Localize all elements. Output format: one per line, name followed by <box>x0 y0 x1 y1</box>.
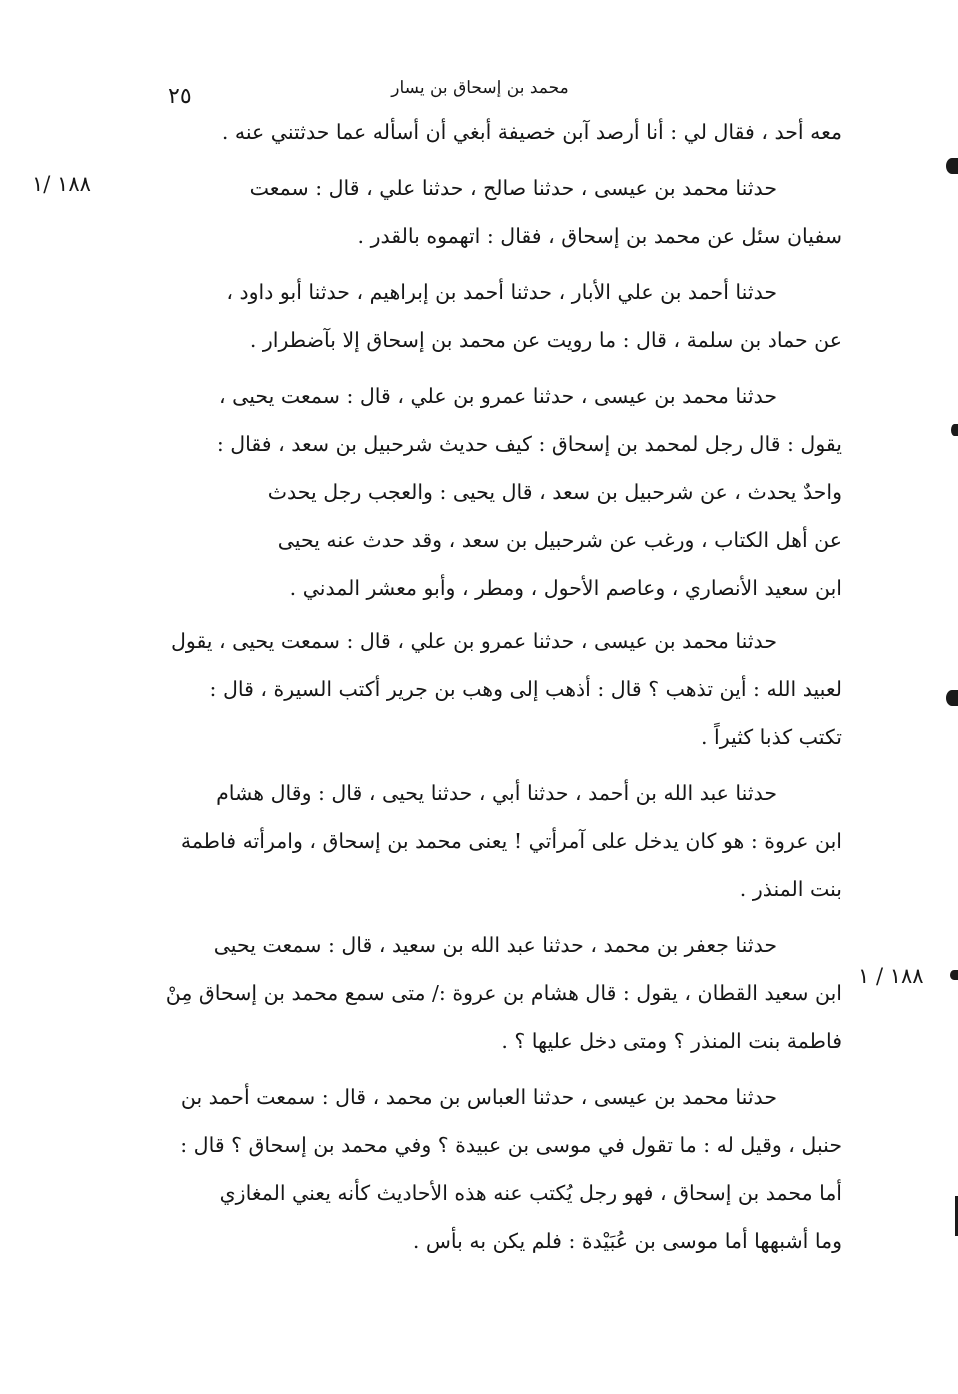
page-number: ٢٥ <box>168 84 192 109</box>
text-line: لعبيد الله : أين تذهب ؟ قال : أذهب إلى وهب بن جرير أكتب السيرة ، قال : <box>209 677 842 701</box>
text-line: حنبل ، وقيل له : ما تقول في موسى بن عبيدة ؟ وفي محمد بن إسحاق ؟ قال : <box>180 1133 842 1157</box>
paragraph <box>142 617 842 761</box>
text-line: عن حماد بن سلمة ، قال : ما رويت عن محمد بن إسحاق إلا بآضطرار . <box>249 328 842 352</box>
text-line: واحدٌ يحدث ، عن شرحبيل بن سعد ، قال يحيى : والعجب رجل يحدث <box>267 480 842 504</box>
text-line: يقول : قال رجل لمحمد بن إسحاق : كيف حديث شرحبيل بن سعد ، فقال : <box>216 432 842 456</box>
text-line: حدثنا جعفر بن محمد ، حدثنا عبد الله بن سعيد ، قال : سمعت يحيى <box>213 933 777 957</box>
margin-reference: ١٨٨ / ١ <box>858 964 924 988</box>
text-line: ابن عروة : هو كان يدخل على آمرأتي ! يعنى محمد بن إسحاق ، وامرأته فاطمة <box>180 829 842 853</box>
text-line: معه أحد ، فقال لي : أنا أرصد آبن خصيفة أبغي أن أسأله عما حدثتني عنه . <box>221 120 842 144</box>
text-line: عن أهل الكتاب ، ورغب عن شرحبيل بن سعد ، وقد حدث عنه يحيى <box>277 528 842 552</box>
text-line: حدثنا محمد بن عيسى ، حدثنا العباس بن محمد ، قال : سمعت أحمد بن <box>180 1085 777 1109</box>
text-line: حدثنا عبد الله بن أحمد ، حدثنا أبي ، حدثنا يحيى ، قال : وقال هشام <box>216 781 777 805</box>
margin-reference: ١٨٨ /١ <box>32 172 91 196</box>
text-line: أما محمد بن إسحاق ، فهو رجل يُكتب عنه هذه الأحاديث كأنه يعني المغازي <box>219 1181 842 1205</box>
scan-edge-mark <box>946 158 958 174</box>
paragraph <box>142 1073 842 1265</box>
paragraph <box>142 921 842 1065</box>
paragraph <box>142 164 842 260</box>
text-line: حدثنا محمد بن عيسى ، حدثنا صالح ، حدثنا علي ، قال : سمعت <box>249 176 777 200</box>
paragraph <box>142 108 842 156</box>
text-line: فاطمة بنت المنذر ؟ ومتى دخل عليها ؟ . <box>501 1029 842 1053</box>
text-line: تكتب كذبا كثيراً . <box>700 725 842 749</box>
paragraph <box>142 268 842 364</box>
text-line: بنت المنذر . <box>739 877 842 901</box>
paragraph <box>142 769 842 913</box>
scan-edge-mark <box>950 970 958 980</box>
scan-edge-mark <box>951 424 958 436</box>
text-line: ابن سعيد القطان ، يقول : قال هشام بن عروة :/ متى سمع محمد بن إسحاق مِنْ <box>165 981 842 1005</box>
text-line: سفيان سئل عن محمد بن إسحاق ، فقال : اتهموه بالقدر . <box>357 224 842 248</box>
text-line: حدثنا أحمد بن علي الأبار ، حدثنا أحمد بن إبراهيم ، حدثنا أبو داود ، <box>226 280 777 304</box>
body-text <box>142 108 842 1265</box>
paragraph <box>142 372 842 612</box>
text-line: حدثنا محمد بن عيسى ، حدثنا عمرو بن علي ، قال : سمعت يحيى ، <box>219 384 777 408</box>
text-line: حدثنا محمد بن عيسى ، حدثنا عمرو بن علي ، قال : سمعت يحيى ، يقول <box>170 629 777 653</box>
running-head: محمد بن إسحاق بن يسار <box>391 78 569 98</box>
text-line: ابن سعيد الأنصاري ، وعاصم الأحول ، ومطر ، وأبو معشر المدني . <box>289 576 842 600</box>
text-line: وما أشبهها أما موسى بن عُبَيْدة : فلم يكن به بأس . <box>412 1229 842 1253</box>
scan-edge-mark <box>946 690 958 706</box>
